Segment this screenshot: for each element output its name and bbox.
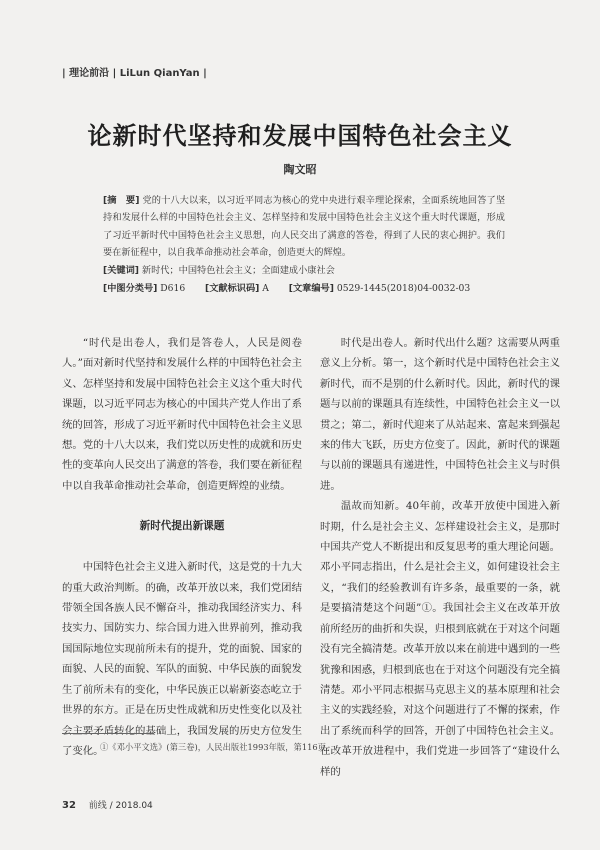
abstract-label: [摘 要] [103, 195, 140, 206]
page-number: 32 [62, 800, 76, 811]
page-footer [62, 798, 153, 811]
classification [103, 280, 513, 294]
paragraph: 时代是出卷人。新时代出什么题？这需要从两重意义上分析。第一，这个新时代是中国特色社会主义新时代，而不是别的什么新时代。因此，新时代的课题与以前的课题具有连续性，中国特色社会主义一以贯之；第二，新时代迎来了从站起来、富起来到强起来的伟大飞跃，历史方位变了。因此，新时代的课题与以前的课题具有递进性，中国特色社会主义与时俱进。 [320, 337, 560, 492]
section-heading: 新时代提出新课题 [139, 520, 225, 533]
paragraph: 温故而知新。40年前，改革开放使中国进入新时期，什么是社会主义、怎样建设社会主义，是那时中国共产党人不断提出和反复思考的重大理论问题。邓小平同志指出，什么是社会主义，如何建设社会主义，“我们的经验教训有许多条，最重要的一条，就是要搞清楚这个问题”①。我国社会主义在改革开放前所经历的曲折和失误，归根到底就在于对这个问题没有完全搞清楚。改革开放以来在前进中遇到的一些犹豫和困惑，归根到底也在于对这个问题没有完全搞清楚。邓小平同志根据马克思主义的基本原理和社会主义的实践经验，对这个问题进行了不懈的探索，作出了系统而科学的回答，开创了中国特色社会主义。在改革开放进程中，我们党进一步回答了“建设什么样的 [320, 500, 560, 778]
keywords-label: [关键词] [103, 265, 139, 276]
article-id-label: [文章编号] [288, 283, 334, 294]
article-title: 论新时代坚持和发展中国特色社会主义 [87, 122, 513, 150]
left-column [62, 333, 302, 761]
article-author: 陶文昭 [283, 163, 317, 176]
abstract-text: 党的十八大以来，以习近平同志为核心的党中央进行艰辛理论探索，全面系统地回答了坚持和发展什么样的中国特色社会主义、怎样坚持和发展中国特色社会主义这个重大时代课题，形成了习近平新时代中国特色社会主义思想，向人民交出了满意的答卷，得到了人民的衷心拥护。我们要在新征程中，以自我革命推动社会革命，创造更大的辉煌。 [103, 195, 506, 258]
footnote: ①《邓小平文选》(第三卷)，人民出版社1993年版，第116页。 [100, 742, 335, 752]
keywords-text: 新时代；中国特色社会主义；全面建成小康社会 [141, 265, 335, 276]
abstract [103, 192, 505, 261]
right-column [320, 333, 560, 782]
doc-code-label: [文献标识码] [205, 283, 260, 294]
article-id-value: 0529-1445(2018)04-0032-03 [336, 283, 471, 294]
column-header: | 理论前沿 | LiLun QianYan | [62, 68, 207, 79]
clc-label: [中图分类号] [103, 283, 158, 294]
journal-issue: 前线 / 2018.04 [88, 801, 153, 811]
keywords [103, 262, 513, 276]
clc-value: D616 [160, 283, 186, 294]
doc-code-value: A [262, 283, 269, 294]
paragraph: 中国特色社会主义进入新时代，这是党的十九大的重大政治判断。的确，改革开放以来，我们党团结带领全国各族人民不懈奋斗，推动我国经济实力、科技实力、国防实力、综合国力进入世界前列，推动我国国际地位实现前所未有的提升，党的面貌、国家的面貌、人民的面貌、军队的面貌、中华民族的面貌发生了前所未有的变化，中华民族正以崭新姿态屹立于世界的东方。正是在历史性成就和历史性变化以及社会主要矛盾转化的基础上，我国发展的历史方位发生了变化。 [62, 561, 302, 757]
paragraph: “时代是出卷人，我们是答卷人，人民是阅卷人。”面对新时代坚持和发展什么样的中国特色社会主义、怎样坚持和发展中国特色社会主义这个重大时代课题，以习近平同志为核心的中国共产党人作出了系统的回答，形成了习近平新时代中国特色社会主义思想。党的十八大以来，我们党以历史性的成就和历史性的变革向人民交出了满意的答卷，我们要在新征程中以自我革命推动社会革命，创造更辉煌的业绩。 [62, 337, 302, 492]
footnote-divider [62, 733, 154, 734]
